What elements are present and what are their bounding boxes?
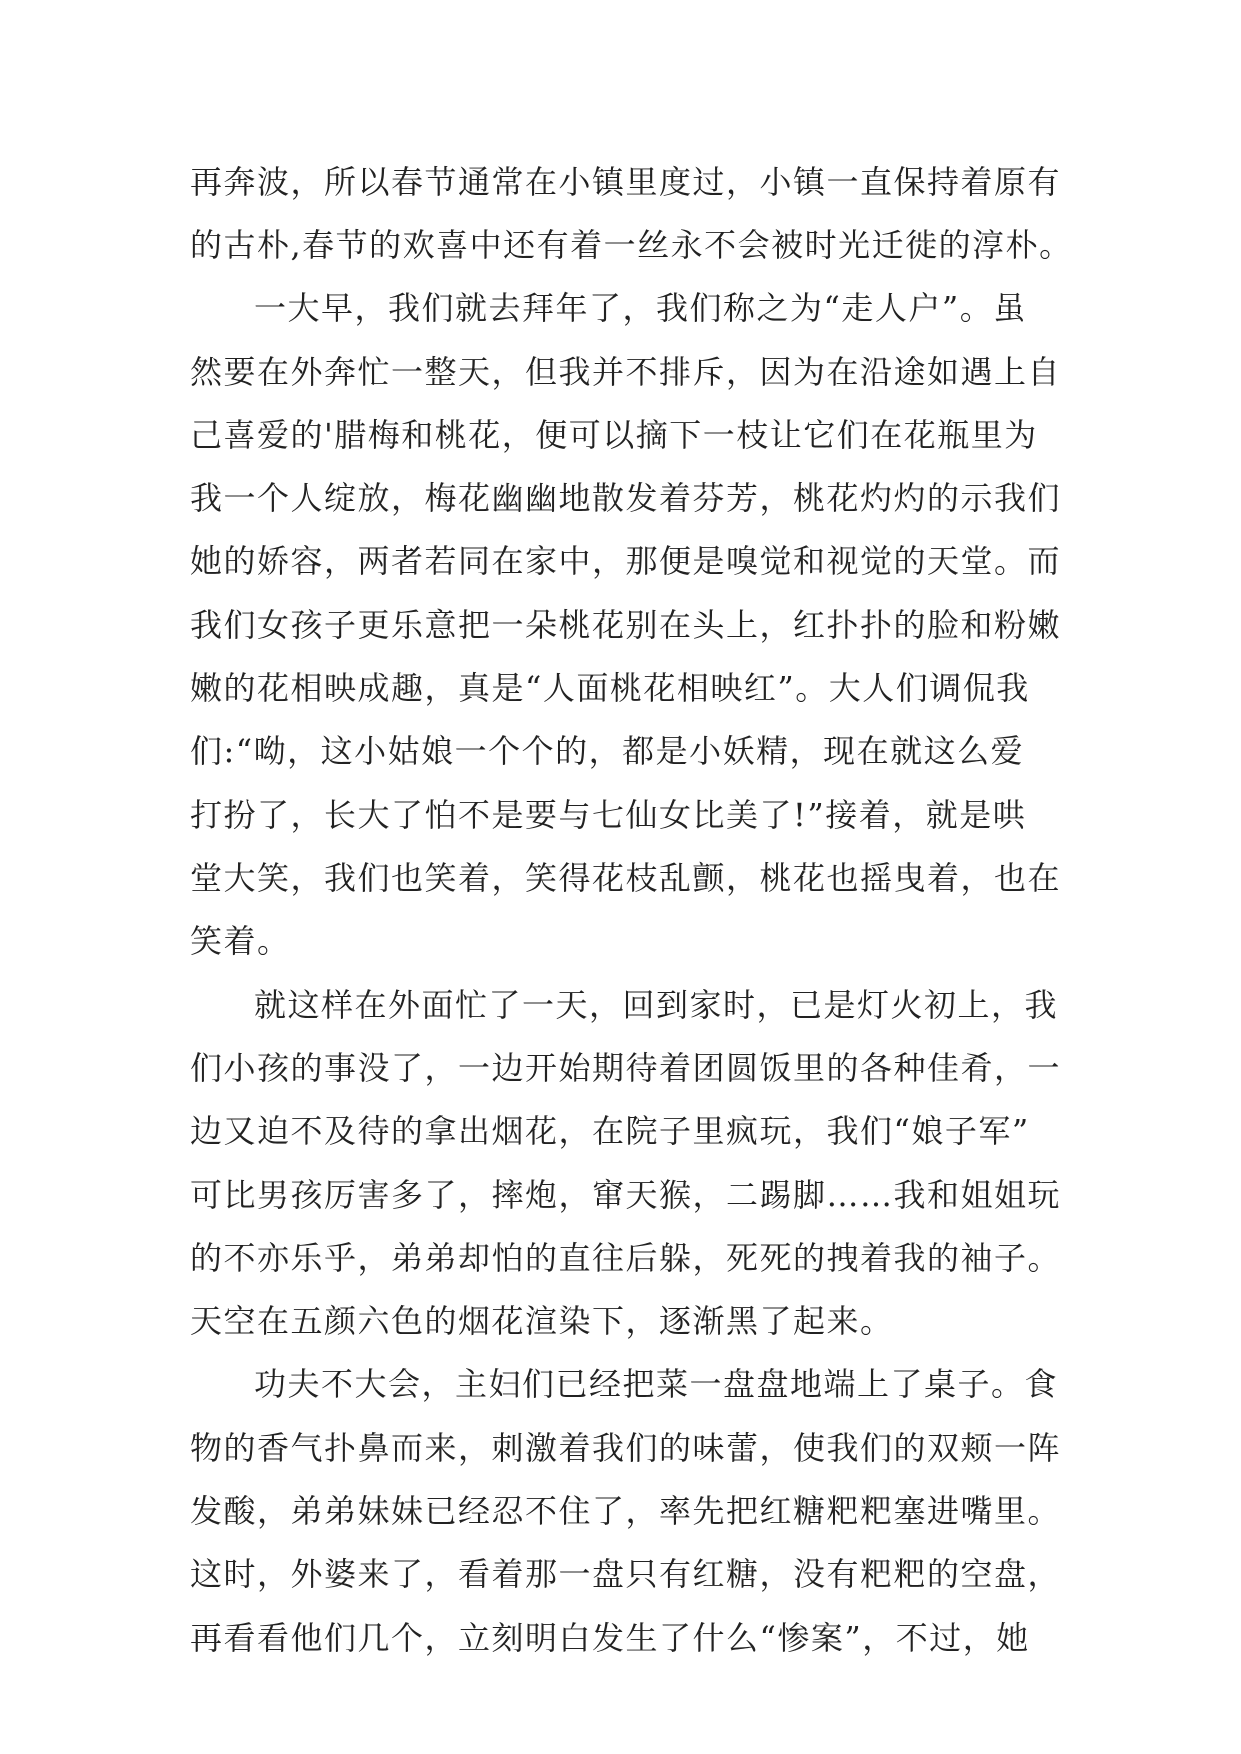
text-line: 天空在五颜六色的烟花渲染下，逐渐黑了起来。 [190,1302,894,1340]
text-line: 的不亦乐乎，弟弟却怕的直往后躲，死死的拽着我的袖子。 [190,1239,1062,1277]
text-line: 边又迫不及待的拿出烟花，在院子里疯玩，我们“娘子军” [190,1112,1030,1150]
text-line: 她的娇容，两者若同在家中，那便是嗅觉和视觉的天堂。而 [190,542,1062,580]
text-line: 堂大笑，我们也笑着，笑得花枝乱颤，桃花也摇曳着，也在 [190,859,1062,897]
text-line: 物的香气扑鼻而来，刺激着我们的味蕾，使我们的双颊一阵 [190,1429,1062,1467]
text-line: 可比男孩厉害多了，摔炮，窜天猴，二踢脚……我和姐姐玩 [190,1176,1062,1214]
text-line: 我一个人绽放，梅花幽幽地散发着芬芳，桃花灼灼的示我们 [190,479,1062,517]
text-line: 再奔波，所以春节通常在小镇里度过，小镇一直保持着原有 [190,163,1062,201]
text-line: 己喜爱的'腊梅和桃花，便可以摘下一枝让它们在花瓶里为 [190,416,1038,454]
paragraph-first-line: 就这样在外面忙了一天，回到家时，已是灯火初上，我 [254,986,1059,1024]
text-line: 发酸，弟弟妹妹已经忍不住了，率先把红糖粑粑塞进嘴里。 [190,1492,1062,1530]
paragraph-first-line: 一大早，我们就去拜年了，我们称之为“走人户”。虽 [254,289,1027,327]
text-line: 打扮了，长大了怕不是要与七仙女比美了!”接着，就是哄 [190,796,1027,834]
text-line: 们:“呦，这小姑娘一个个的，都是小妖精，现在就这么爱 [190,732,1025,770]
text-line: 然要在外奔忙一整天，但我并不排斥，因为在沿途如遇上自 [190,353,1062,391]
text-line: 我们女孩子更乐意把一朵桃花别在头上，红扑扑的脸和粉嫩 [190,606,1062,644]
text-line: 嫩的花相映成趣，真是“人面桃花相映红”。大人们调侃我 [190,669,1030,707]
text-line: 们小孩的事没了，一边开始期待着团圆饭里的各种佳肴，一 [190,1049,1062,1087]
text-line: 笑着。 [190,922,291,960]
paragraph-first-line: 功夫不大会，主妇们已经把菜一盘盘地端上了桌子。食 [254,1365,1059,1403]
text-line: 这时，外婆来了，看着那一盘只有红糖，没有粑粑的空盘， [190,1555,1062,1593]
text-line: 的古朴,春节的欢喜中还有着一丝永不会被时光迁徙的淳朴。 [190,226,1073,264]
text-line: 再看看他们几个，立刻明白发生了什么“惨案”，不过，她 [190,1619,1030,1657]
